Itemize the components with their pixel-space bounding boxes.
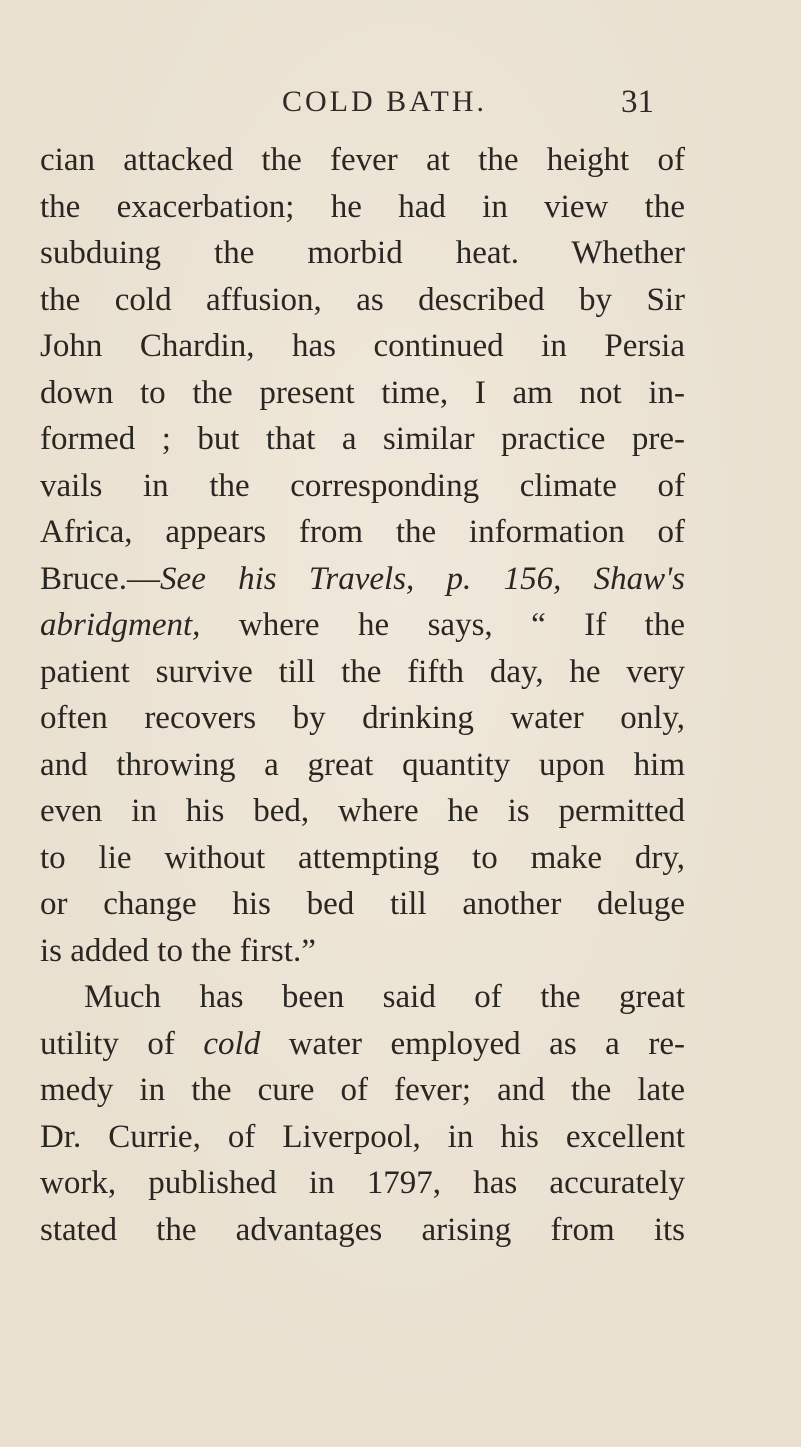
page-number: 31	[621, 84, 654, 120]
text-line: or change his bed till another deluge	[40, 886, 685, 922]
text-segment: utility of	[40, 1025, 204, 1062]
text-line	[40, 602, 685, 649]
text-line: subduing the morbid heat. Whether	[40, 235, 685, 271]
text-line: stated the advantages arising from its	[40, 1211, 685, 1248]
text-line: and throwing a great quantity upon him	[40, 746, 685, 783]
text-line: work, published in 1797, has accurately	[40, 1165, 685, 1201]
text-line: often recovers by drinking water only,	[40, 700, 685, 736]
italic-citation: See his Travels, p. 156, Shaw's	[160, 560, 685, 597]
text-segment: Bruce.—	[40, 560, 161, 597]
text-line: medy in the cure of fever; and the late	[40, 1072, 685, 1108]
italic-word: cold	[203, 1025, 261, 1062]
text-line: cian attacked the fever at the height of	[40, 142, 685, 178]
text-line: patient survive till the fifth day, he very	[40, 653, 685, 690]
text-line	[40, 556, 685, 603]
text-segment: where he says, “ If the	[200, 607, 685, 643]
text-line	[40, 1021, 685, 1068]
text-line: vails in the corresponding climate of	[40, 467, 685, 504]
text-segment: water employed as a re-	[260, 1025, 685, 1062]
text-line: the cold affusion, as described by Sir	[40, 281, 685, 318]
body-text	[40, 137, 685, 1253]
italic-word: abridgment,	[40, 607, 201, 643]
text-line: to lie without attempting to make dry,	[40, 839, 685, 876]
text-line: Much has been said of the great	[84, 979, 685, 1015]
text-line: down to the present time, I am not in-	[40, 374, 685, 411]
text-line: Dr. Currie, of Liverpool, in his excellent	[40, 1118, 685, 1155]
text-line: John Chardin, has continued in Persia	[40, 328, 685, 364]
running-head	[0, 82, 801, 122]
running-head-title: COLD BATH.	[282, 85, 488, 118]
text-line: formed ; but that a similar practice pre-	[40, 421, 685, 457]
text-line: Africa, appears from the information of	[40, 514, 685, 550]
text-line: is added to the first.”	[40, 932, 316, 969]
text-line: even in his bed, where he is permitted	[40, 793, 685, 829]
text-line: the exacerbation; he had in view the	[40, 188, 685, 225]
